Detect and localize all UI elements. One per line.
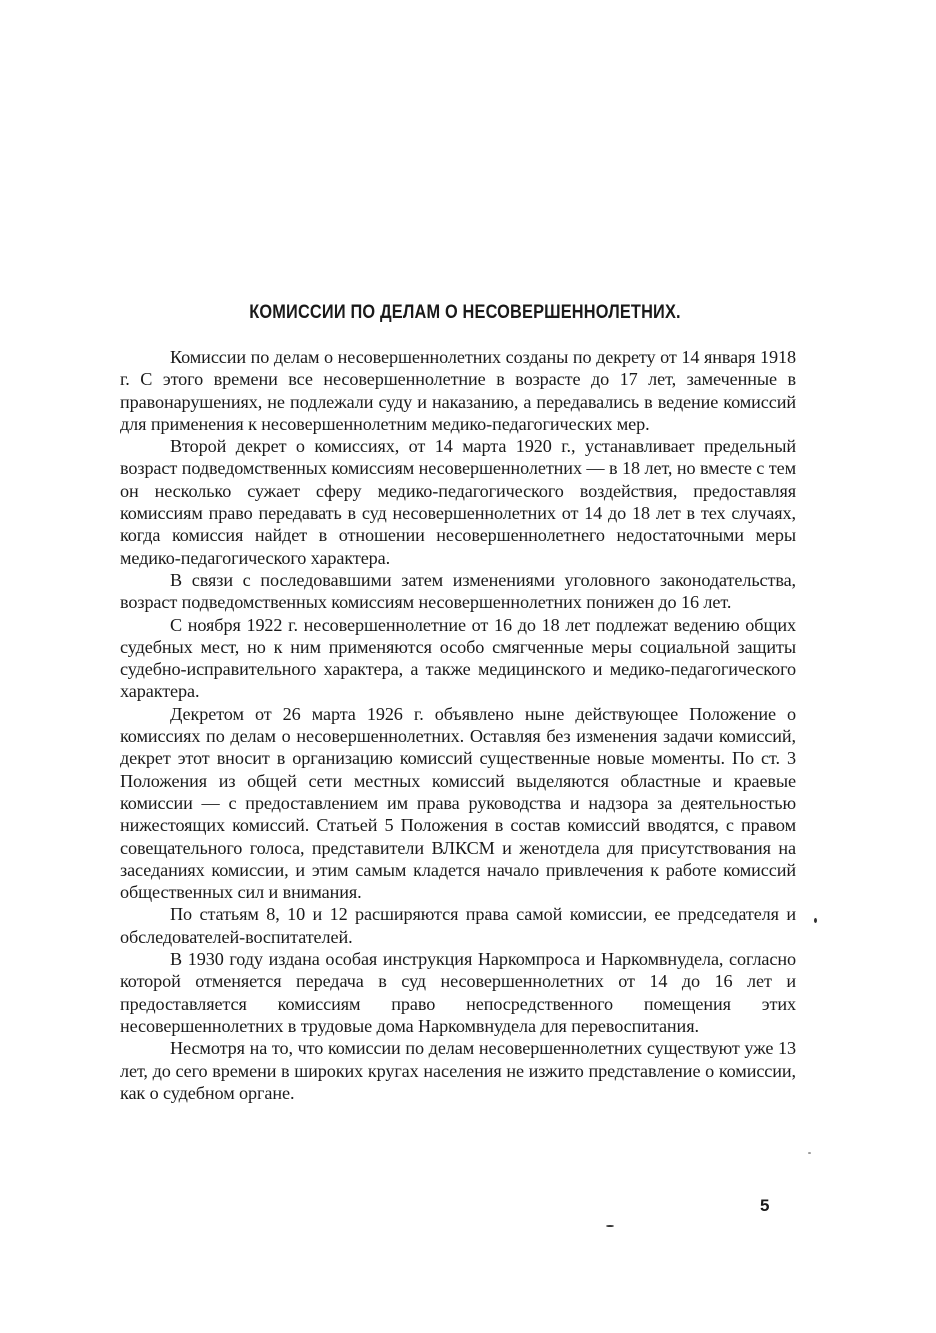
paragraph: Несмотря на то, что комиссии по делам несовершеннолетних существуют уже 13 лет, до сего времени в широких кругах населения не изжито представление о комиссии, как о судебном органе. (120, 1038, 796, 1103)
paragraph: С ноября 1922 г. несовершеннолетние от 16 до 18 лет подлежат ведению общих судебных мест, но к ним применяются особо смягченные меры социальной защиты судебно-исправительного характера, а также медицинского и медико-педагогического характера. (120, 614, 796, 702)
paragraph: В связи с последовавшими затем изменениями уголовного законодательства, возраст подведомственных комиссиям несовершеннолетних понижен до 16 лет. (120, 569, 796, 613)
scan-speck (808, 1152, 811, 1154)
paragraph: В 1930 году издана особая инструкция Наркомпроса и Наркомвнудела, согласно которой отменяется передача в суд несовершеннолетних от 14 до 16 лет и предоставляется комиссиям право непосредственного помещения этих несовершеннолетних в трудовые дома Наркомвнудела для перевоспитания. (120, 949, 796, 1036)
paragraph: Декретом от 26 марта 1926 г. объявлено ныне действующее Положение о комиссиях по делам о несовершеннолетних. Оставляя без изменения задачи комиссий, декрет этот вносит в организацию комиссий существенные новые моменты. По ст. 3 Положения из общей сети местных комиссий выделяются областные и краевые комиссии — с предоставлением им права руководства и надзора за деятельностью нижестоящих комиссий. Статьей 5 Положения в состав комиссий вводятся, с правом совещательного голоса, представители ВЛКСМ и женотдела для присутствования на заседаниях комиссии, и этим самым кладется начало привлечения к работе комиссий общественных сил и внимания. (120, 703, 796, 903)
page-number: 5 (760, 1196, 770, 1215)
paragraph: Второй декрет о комиссиях, от 14 марта 1920 г., устанавливает предельный возраст подведомственных комиссиям несовершеннолетних — в 18 лет, но вместе с тем он несколько сужает сферу медико-педагогического воздействия, предоставляя комиссиям право передавать в суд несовершеннолетних от 14 до 18 лет в тех случаях, когда комиссия найдет в отношении несовершеннолетнего недостаточными меры медико-педагогического характера. (120, 436, 796, 568)
scan-speck (814, 918, 817, 923)
paragraph: Комиссии по делам о несовершеннолетних созданы по декрету от 14 января 1918 г. С этого времени все несовершеннолетние в возрасте до 17 лет, замеченные в правонарушениях, не подлежали суду и наказанию, а передавались в ведение комиссий для применения к несовершеннолетним медико-педагогических мер. (120, 347, 796, 434)
scan-speck (606, 1225, 614, 1227)
page-title: КОМИССИИ ПО ДЕЛАМ О НЕСОВЕРШЕННОЛЕТНИХ. (249, 302, 681, 323)
body-text (120, 346, 796, 1104)
paragraph: По статьям 8, 10 и 12 расширяются права самой комиссии, ее председателя и обследователей-воспитателей. (120, 904, 796, 947)
